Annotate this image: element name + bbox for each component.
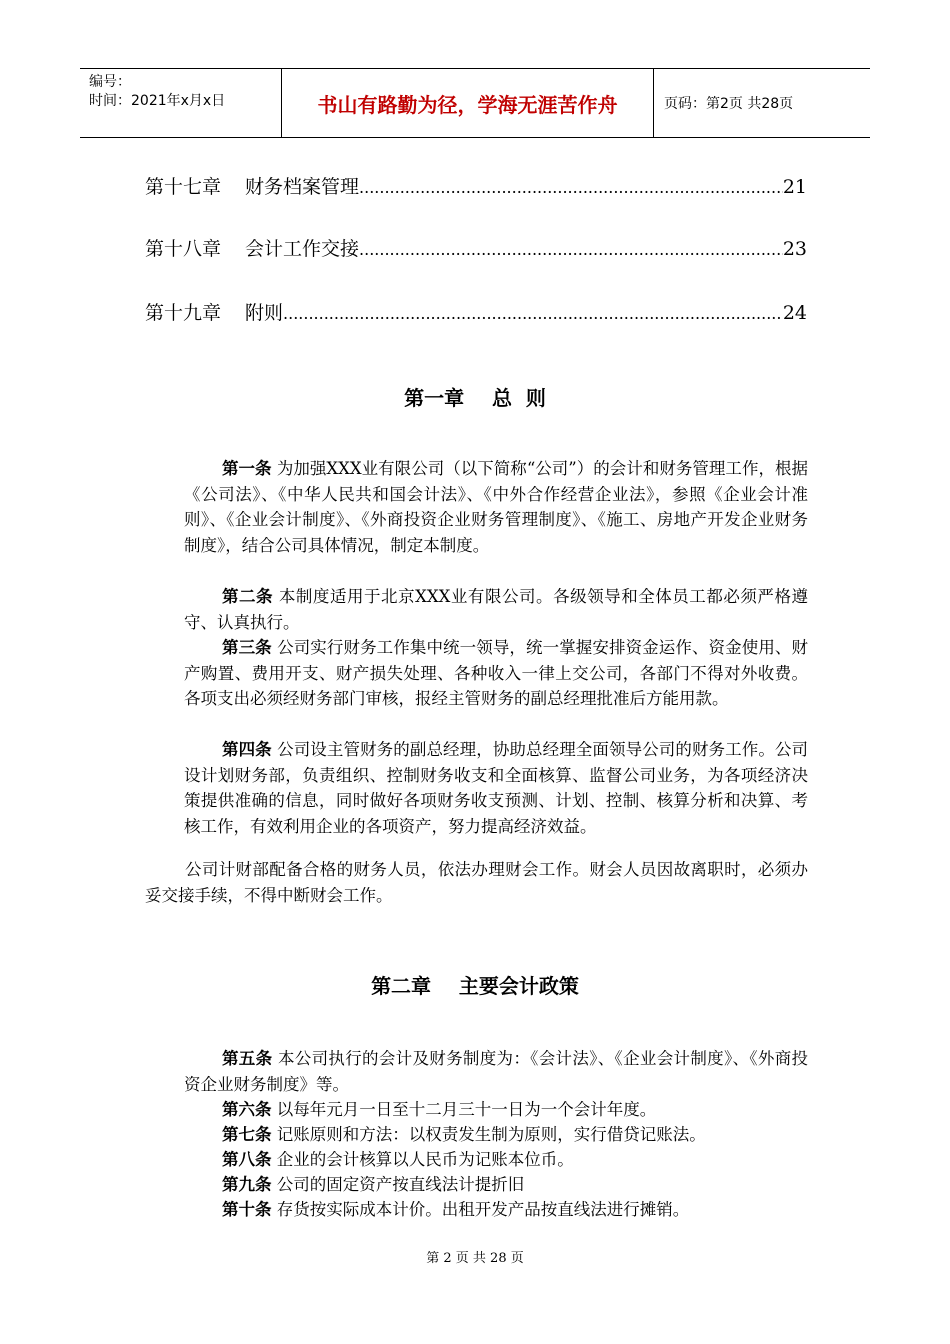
page-footer: 第 2 页 共 28 页 — [426, 1251, 524, 1266]
toc-page-number: 23 — [782, 238, 807, 260]
toc-leader — [359, 178, 783, 197]
note-text: 公司计财部配备合格的财务人员，依法办理财会工作。财会人员因故离职时，必须办妥交接手续，不得中断财会工作。 — [145, 860, 808, 905]
article-text: 公司的固定资产按直线法计提折旧 — [276, 1175, 525, 1194]
toc-page-number: 24 — [782, 302, 807, 324]
article-label: 第五条 — [222, 1049, 273, 1068]
toc-title: 附则 — [245, 302, 284, 324]
article-label: 第六条 — [222, 1100, 272, 1119]
header-page-info: 页码：第2页 共28页 — [664, 96, 794, 112]
toc-leader — [359, 240, 783, 259]
header-meta — [80, 69, 282, 137]
note-paragraph — [145, 857, 808, 908]
toc-title: 财务档案管理 — [245, 176, 360, 198]
article-text: 存货按实际成本计价。出租开发产品按直线法进行摊销。 — [276, 1200, 690, 1219]
article-text: 公司设主管财务的副总经理，协助总经理全面领导公司的财务工作。公司设计划财务部，负责组织、控制财务收支和全面核算、监督公司业务，为各项经济决策提供准确的信息，同时做好各项财务收支预测、计划、控制、核算分析和决算、考核工作，有效利用企业的各项资产，努力提高经济效益。 — [184, 740, 809, 836]
page-header — [80, 68, 870, 138]
toc-chapter: 第十九章 — [145, 302, 222, 324]
article-label: 第七条 — [222, 1125, 272, 1144]
article-label: 第一条 — [222, 459, 272, 478]
toc-row[interactable] — [145, 234, 807, 260]
article-label: 第四条 — [222, 740, 272, 759]
article-paragraph — [184, 635, 808, 712]
article-paragraph — [184, 737, 808, 839]
article-text: 以每年元月一日至十二月三十一日为一个会计年度。 — [276, 1100, 657, 1119]
chapter-heading — [0, 382, 950, 411]
toc-leader — [283, 304, 783, 323]
article-label: 第八条 — [222, 1150, 272, 1169]
header-number-label: 编号： — [89, 74, 131, 90]
article-label: 第三条 — [222, 638, 272, 657]
toc-title: 会计工作交接 — [245, 238, 360, 260]
article-label: 第二条 — [222, 587, 274, 606]
article-paragraph — [184, 1097, 808, 1123]
toc-chapter: 第十八章 — [145, 238, 222, 260]
article-text: 为加强XXX业有限公司（以下简称“公司”）的会计和财务管理工作，根据《公司法》、《中华人民共和国会计法》、《中外合作经营企业法》，参照《企业会计准则》、《企业会计制度》、《外商投资企业财务管理制度》、《施工、房地产开发企业财务制度》，结合公司具体情况，制定本制度。 — [184, 459, 808, 555]
toc-row[interactable] — [145, 172, 807, 198]
toc-page-number: 21 — [782, 176, 807, 198]
article-text: 本公司执行的会计及财务制度为：《会计法》、《企业会计制度》、《外商投资企业财务制度》等。 — [184, 1049, 809, 1094]
toc-chapter: 第十七章 — [145, 176, 222, 198]
article-text: 记账原则和方法：以权责发生制为原则，实行借贷记账法。 — [276, 1125, 706, 1144]
article-paragraph — [184, 1147, 808, 1173]
article-paragraph — [184, 584, 808, 635]
article-paragraph — [184, 1172, 808, 1198]
chapter-heading-text: 第二章 主要会计政策 — [371, 974, 579, 998]
chapter-heading-text: 第一章 总 则 — [404, 386, 546, 410]
article-label: 第十条 — [222, 1200, 272, 1219]
article-text: 公司实行财务工作集中统一领导，统一掌握安排资金运作、资金使用、财产购置、费用开支、财产损失处理、各种收入一律上交公司，各部门不得对外收费。各项支出必须经财务部门审核，报经主管财务的副总经理批准后方能用款。 — [184, 638, 809, 709]
article-paragraph — [184, 456, 808, 558]
article-paragraph — [184, 1046, 808, 1097]
article-text: 本制度适用于北京XXX业有限公司。各级领导和全体员工都必须严格遵守、认真执行。 — [184, 587, 808, 632]
article-paragraph — [184, 1122, 808, 1148]
article-paragraph — [184, 1197, 808, 1223]
header-date-label: 时间：2021年x月x日 — [89, 93, 226, 109]
chapter-heading — [0, 970, 950, 999]
header-motto: 书山有路勤为径，学海无涯苦作舟 — [282, 69, 654, 137]
article-text: 企业的会计核算以人民币为记账本位币。 — [276, 1150, 574, 1169]
toc-row[interactable] — [145, 298, 807, 324]
article-label: 第九条 — [222, 1175, 272, 1194]
